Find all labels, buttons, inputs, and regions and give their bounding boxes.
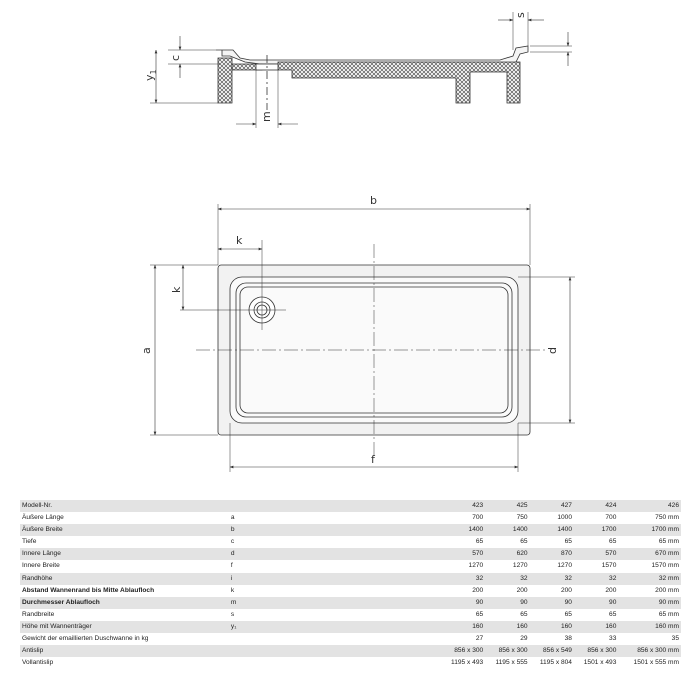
cell: 700 <box>605 514 617 522</box>
table-row <box>20 645 681 657</box>
table-row <box>20 621 681 633</box>
tray-shell <box>216 46 528 64</box>
row-label: Gewicht der emaillierten Duschwanne in kg <box>22 635 149 643</box>
cell: 1570 <box>601 562 617 570</box>
cell: 856 x 300 mm <box>618 645 681 657</box>
cell: 200 <box>472 586 484 594</box>
dim-label-m: m <box>260 111 273 122</box>
cell: 65 <box>520 538 528 546</box>
table-row <box>20 524 681 536</box>
table-row <box>20 548 681 560</box>
row-label: Durchmesser Ablaufloch <box>20 597 229 609</box>
cell: 1270 <box>512 562 528 570</box>
cell: 65 <box>564 538 572 546</box>
cell: 1501 x 555 mm <box>633 659 679 667</box>
cell: 33 <box>609 635 617 643</box>
cell: 32 <box>530 573 574 585</box>
cell: 620 <box>485 548 529 560</box>
row-symbol: c <box>230 538 235 546</box>
cell: 1195 x 555 <box>495 659 528 667</box>
table-row <box>20 609 681 621</box>
cell: 38 <box>564 635 572 643</box>
cell: 870 <box>530 548 574 560</box>
cell: 856 x 300 <box>485 645 529 657</box>
cell: 90 <box>485 597 529 609</box>
cell: 1570 mm <box>651 562 679 570</box>
dim-label-s: s <box>514 12 527 18</box>
row-label: Vollantislip <box>22 659 54 667</box>
cell: 65 <box>520 610 528 618</box>
cell: 1000 <box>557 514 572 522</box>
cell: 1501 x 493 <box>583 659 617 667</box>
model-number: 426 <box>618 500 681 512</box>
dim-label-k-horizontal: k <box>236 234 243 247</box>
table-row <box>20 512 681 524</box>
row-label: Höhe mit Wannenträger <box>20 621 229 633</box>
cell: 1270 <box>557 562 572 570</box>
table-row <box>20 633 681 645</box>
cell: 200 <box>605 586 617 594</box>
row-symbol: b <box>229 524 441 536</box>
cell: 65 <box>475 538 484 546</box>
dim-label-y1: $y_1$ <box>143 69 158 81</box>
cell: 90 <box>574 597 618 609</box>
cell: 856 x 300 <box>574 645 618 657</box>
cell: 90 <box>530 597 574 609</box>
cell: 32 <box>485 573 529 585</box>
cell: 1700 mm <box>618 524 681 536</box>
table-row <box>20 585 681 597</box>
cell: 200 <box>560 586 572 594</box>
section-view <box>150 12 572 128</box>
row-symbol <box>229 657 441 669</box>
cell: 27 <box>475 635 484 643</box>
cell: 65 mm <box>658 610 679 618</box>
header-label: Modell-Nr. <box>20 500 229 512</box>
dim-label-a: a <box>140 347 153 354</box>
cell: 160 <box>441 621 485 633</box>
row-label: Antislip <box>20 645 229 657</box>
dim-label-f: f <box>371 453 375 466</box>
cell: 670 mm <box>618 548 681 560</box>
cell: 32 <box>441 573 485 585</box>
dim-label-d: d <box>546 347 559 354</box>
cell: 65 <box>475 610 484 618</box>
cell: 65 mm <box>658 538 679 546</box>
cell: 32 <box>574 573 618 585</box>
cell: 65 <box>609 610 617 618</box>
row-label: Abstand Wannenrand bis Mitte Ablaufloch <box>22 586 155 594</box>
cell: 1700 <box>574 524 618 536</box>
table-row <box>20 597 681 609</box>
spec-table <box>20 500 681 669</box>
cell: 90 <box>441 597 485 609</box>
row-symbol <box>229 633 441 645</box>
row-label: Innere Länge <box>20 548 229 560</box>
cell: 32 mm <box>618 573 681 585</box>
row-symbol <box>229 645 441 657</box>
dim-label-c: c <box>169 54 182 61</box>
cell: 1270 <box>468 562 484 570</box>
cell: 90 mm <box>618 597 681 609</box>
cell: 200 mm <box>655 586 679 594</box>
model-number: 425 <box>485 500 529 512</box>
row-symbol: a <box>230 514 235 522</box>
table-row <box>20 573 681 585</box>
table-row <box>20 560 681 572</box>
row-symbol: s <box>230 610 235 618</box>
model-number: 424 <box>574 500 618 512</box>
cell: 750 mm <box>655 514 679 522</box>
cell: 1400 <box>485 524 529 536</box>
cell: 160 <box>530 621 574 633</box>
row-symbol: f <box>230 562 233 570</box>
row-symbol: y₁ <box>229 621 441 633</box>
cell: 570 <box>441 548 485 560</box>
row-label: Äußere Breite <box>20 524 229 536</box>
dim-label-k-vertical: k <box>170 286 183 293</box>
cell: 200 <box>516 586 528 594</box>
row-label: Tiefe <box>22 538 37 546</box>
cell: 160 mm <box>618 621 681 633</box>
cell: 570 <box>574 548 618 560</box>
cell: 65 <box>609 538 617 546</box>
row-symbol: i <box>229 573 441 585</box>
row-label: Äußere Länge <box>22 514 64 522</box>
row-label: Innere Breite <box>22 562 60 570</box>
cell: 35 <box>671 635 679 643</box>
cell: 856 x 549 <box>530 645 574 657</box>
cell: 856 x 300 <box>441 645 485 657</box>
table-row <box>20 657 681 669</box>
cell: 1195 x 493 <box>451 659 484 667</box>
row-symbol: k <box>230 586 235 594</box>
table-header-row <box>20 500 681 512</box>
cell: 29 <box>520 635 528 643</box>
cell: 65 <box>564 610 572 618</box>
row-label: Randhöhe <box>20 573 229 585</box>
plan-view <box>150 204 575 472</box>
cell: 160 <box>485 621 529 633</box>
dim-label-b: b <box>370 194 377 207</box>
model-number: 423 <box>441 500 485 512</box>
table-row <box>20 536 681 548</box>
cell: 160 <box>574 621 618 633</box>
row-symbol: d <box>229 548 441 560</box>
cell: 1400 <box>530 524 574 536</box>
model-number: 427 <box>530 500 574 512</box>
cell: 1195 x 804 <box>539 659 572 667</box>
cell: 700 <box>472 514 484 522</box>
cell: 750 <box>516 514 528 522</box>
row-label: Randbreite <box>22 610 55 618</box>
cell: 1400 <box>441 524 485 536</box>
support-frame <box>218 58 232 103</box>
row-symbol: m <box>229 597 441 609</box>
